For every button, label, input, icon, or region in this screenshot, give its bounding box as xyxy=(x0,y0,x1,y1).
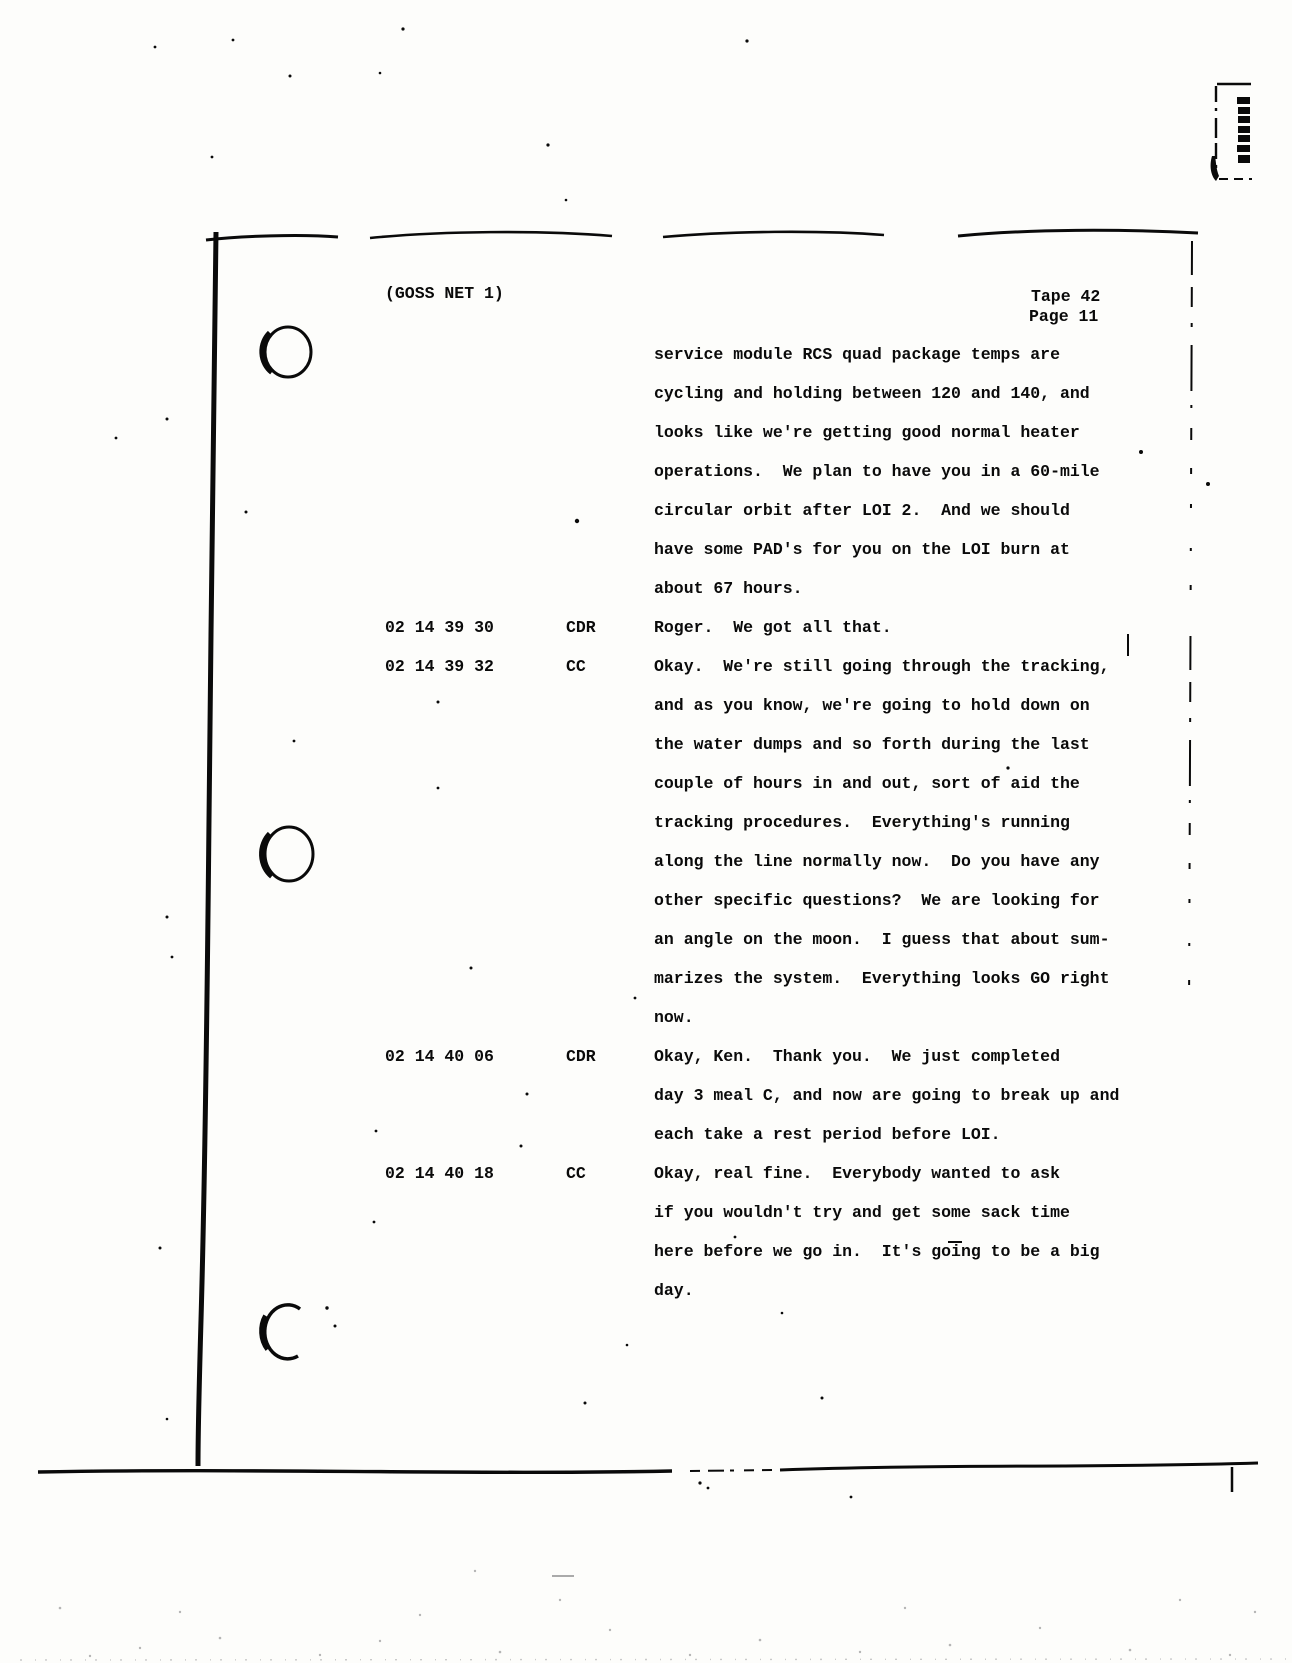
dialogue-text: cycling and holding between 120 and 140, and xyxy=(654,384,1090,403)
timestamp: 02 14 39 32 xyxy=(385,657,494,676)
dialogue-text: each take a rest period before LOI. xyxy=(654,1125,1001,1144)
transcript-line xyxy=(0,1241,1292,1263)
dialogue-text: if you wouldn't try and get some sack time xyxy=(654,1203,1070,1222)
dialogue-text: Roger. We got all that. xyxy=(654,618,892,637)
transcript-line xyxy=(0,890,1292,912)
transcript-line xyxy=(0,1202,1292,1224)
dialogue-text: about 67 hours. xyxy=(654,579,803,598)
transcript-line xyxy=(0,1007,1292,1029)
transcript-line xyxy=(0,929,1292,951)
timestamp: 02 14 40 06 xyxy=(385,1047,494,1066)
dialogue-text: tracking procedures. Everything's running xyxy=(654,813,1070,832)
transcript-line xyxy=(0,578,1292,600)
dialogue-text: here before we go in. It's going to be a big xyxy=(654,1242,1100,1261)
tape-label: Tape 42 xyxy=(1031,287,1101,306)
page-label: Page 11 xyxy=(1029,307,1099,326)
dialogue-text: couple of hours in and out, sort of aid the xyxy=(654,774,1080,793)
transcript-line xyxy=(0,1046,1292,1068)
transcript-line xyxy=(0,1280,1292,1302)
dialogue-text: circular orbit after LOI 2. And we should xyxy=(654,501,1070,520)
transcript-line xyxy=(0,1124,1292,1146)
transcript-line xyxy=(0,734,1292,756)
dialogue-text: along the line normally now. Do you have any xyxy=(654,852,1100,871)
dialogue-text: service module RCS quad package temps are xyxy=(654,345,1060,364)
timestamp: 02 14 40 18 xyxy=(385,1164,494,1183)
dialogue-text: operations. We plan to have you in a 60-mile xyxy=(654,462,1100,481)
dialogue-text: day. xyxy=(654,1281,694,1300)
net-label: (GOSS NET 1) xyxy=(385,284,504,303)
dialogue-text: Okay, real fine. Everybody wanted to ask xyxy=(654,1164,1060,1183)
transcript-line xyxy=(0,617,1292,639)
transcript-line xyxy=(0,773,1292,795)
transcript-line xyxy=(0,1085,1292,1107)
transcript-line xyxy=(0,656,1292,678)
dialogue-text: looks like we're getting good normal heater xyxy=(654,423,1080,442)
transcript-line xyxy=(0,422,1292,444)
dialogue-text: Okay, Ken. Thank you. We just completed xyxy=(654,1047,1060,1066)
dialogue-text: have some PAD's for you on the LOI burn at xyxy=(654,540,1070,559)
transcript-line xyxy=(0,461,1292,483)
timestamp: 02 14 39 30 xyxy=(385,618,494,637)
transcript-line xyxy=(0,968,1292,990)
speaker-label: CDR xyxy=(566,618,596,637)
transcript-line xyxy=(0,500,1292,522)
dialogue-text: other specific questions? We are looking for xyxy=(654,891,1100,910)
dialogue-text: the water dumps and so forth during the last xyxy=(654,735,1090,754)
speaker-label: CC xyxy=(566,657,586,676)
dialogue-text: and as you know, we're going to hold down on xyxy=(654,696,1090,715)
speaker-label: CDR xyxy=(566,1047,596,1066)
transcript-line xyxy=(0,695,1292,717)
dialogue-text: now. xyxy=(654,1008,694,1027)
dialogue-text: day 3 meal C, and now are going to break up and xyxy=(654,1086,1120,1105)
transcript-line xyxy=(0,539,1292,561)
transcript-line xyxy=(0,383,1292,405)
dialogue-text: marizes the system. Everything looks GO right xyxy=(654,969,1110,988)
transcript-line xyxy=(0,344,1292,366)
speaker-label: CC xyxy=(566,1164,586,1183)
transcript-line xyxy=(0,812,1292,834)
transcript-line xyxy=(0,851,1292,873)
dialogue-text: an angle on the moon. I guess that about sum- xyxy=(654,930,1110,949)
transcript-line xyxy=(0,1163,1292,1185)
dialogue-text: Okay. We're still going through the tracking, xyxy=(654,657,1110,676)
